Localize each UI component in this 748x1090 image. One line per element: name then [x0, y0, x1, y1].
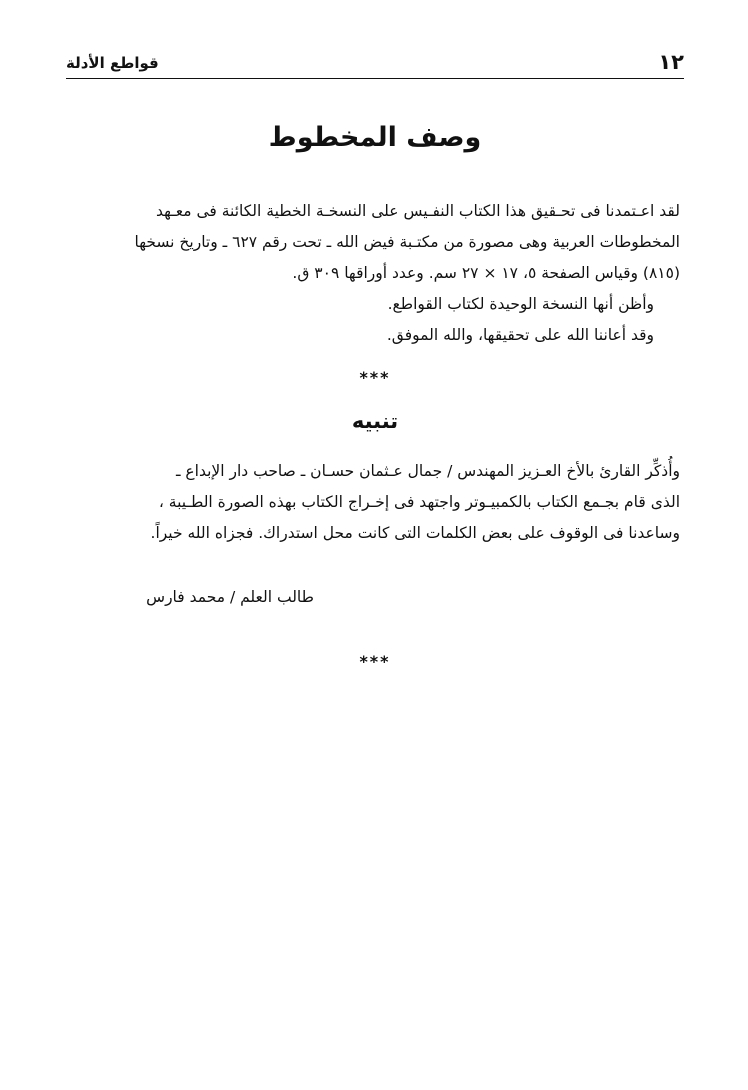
notice-paragraph: [76, 456, 680, 549]
paragraph-line: لقد اعـتمدنا فى تحـقيق هذا الكتاب النفـيس على النسخـة الخطية الكائنة فى معـهد: [155, 202, 680, 220]
paragraph-line: (٨١٥) وقياس الصفحة ٥، ١٧ × ٢٧ سم. وعدد أوراقها ٣٠٩ ق.: [292, 264, 680, 282]
paragraph-line: وقد أعاننا الله على تحقيقها، والله الموفق.: [386, 326, 654, 344]
section-separator: ***: [359, 368, 391, 387]
page-header: [66, 50, 684, 76]
paragraph-line: وأظن أنها النسخة الوحيدة لكتاب القواطع.: [387, 295, 654, 313]
header-rule: [66, 78, 684, 79]
page-number: ١٢: [658, 50, 684, 74]
paragraph-line: المخطوطات العربية وهى مصورة من مكتـبة فيض الله ـ تحت رقم ٦٢٧ ـ وتاريخ نسخها: [134, 233, 680, 251]
paragraph-line: وساعدنا فى الوقوف على بعض الكلمات التى كانت محل استدراك. فجزاه الله خيراً.: [150, 524, 680, 542]
manuscript-description-paragraph: [76, 196, 680, 351]
section-title-manuscript-description: وصف المخطوط: [268, 122, 482, 153]
section-separator: ***: [359, 652, 391, 671]
section-title-notice: تنبيه: [351, 409, 399, 433]
paragraph-line: وأُذكِّر القارئ بالأخ العـزيز المهندس / جمال عـثمان حسـان ـ صاحب دار الإبداع ـ: [175, 462, 680, 480]
running-title: قواطع الأدلة: [66, 54, 159, 72]
paragraph-line: الذى قام بجـمع الكتاب بالكمبيـوتر واجتهد فى إخـراج الكتاب بهذه الصورة الطـيبة ،: [158, 493, 680, 511]
author-signature: طالب العلم / محمد فارس: [146, 588, 314, 606]
